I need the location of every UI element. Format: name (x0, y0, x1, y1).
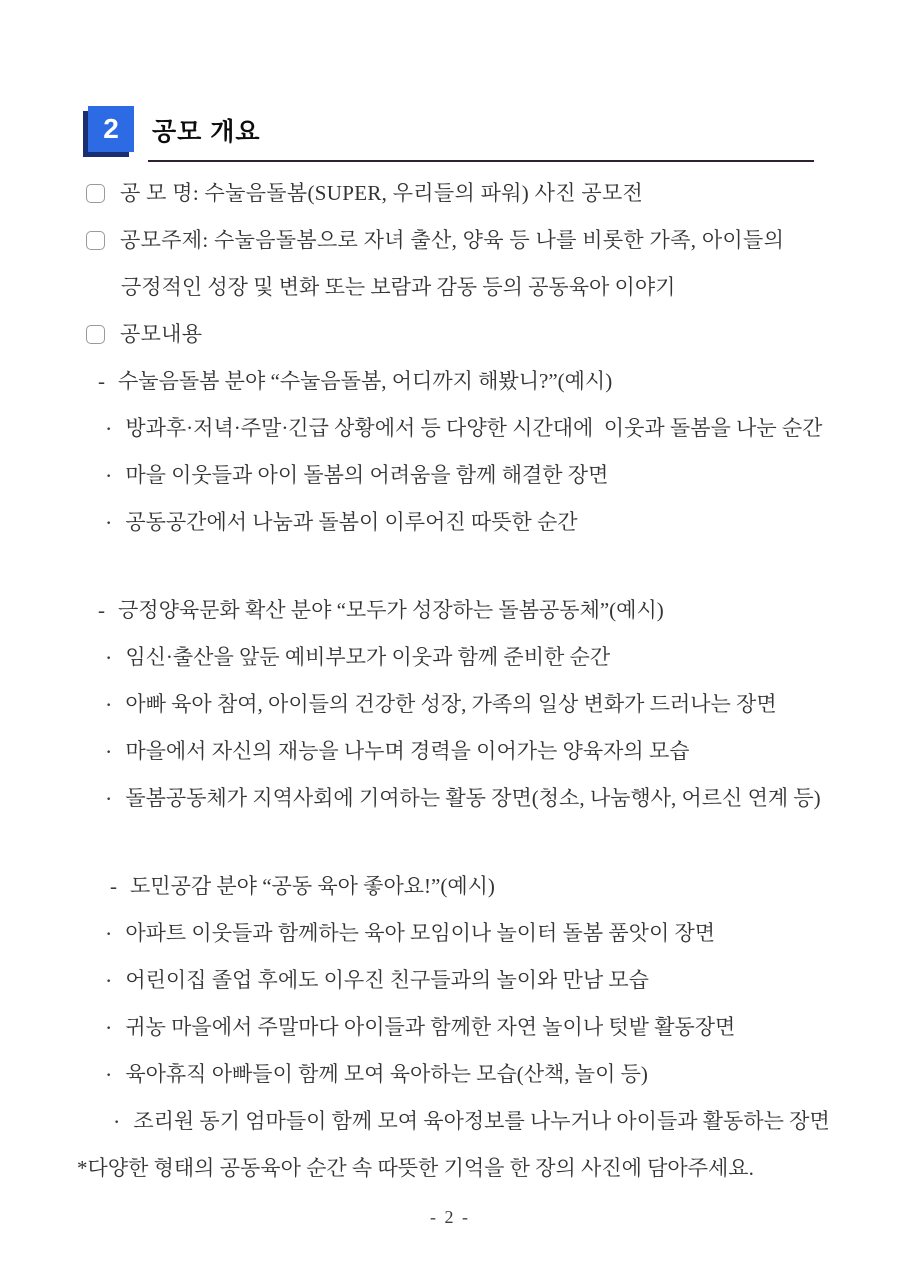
line-text: *다양한 형태의 공동육아 순간 속 따뜻한 기억을 한 장의 사진에 담아주세요. (77, 1156, 754, 1180)
content-line-bullet (84, 1004, 822, 1051)
bullet-marker: · (105, 509, 113, 535)
checkbox-icon (86, 231, 105, 250)
checkbox-icon (86, 184, 105, 203)
bullet-marker: · (105, 415, 113, 441)
line-text: 도민공감 분야 “공동 육아 좋아요!”(예시) (130, 874, 495, 898)
content-line-note (77, 1145, 822, 1192)
bullet-marker: · (105, 785, 113, 811)
content-line-checkbox (84, 217, 822, 264)
bullet-marker: · (113, 1108, 121, 1134)
bullet-marker: · (105, 920, 113, 946)
bullet-marker: · (105, 644, 113, 670)
page-number: - 2 - (430, 1207, 470, 1227)
bullet-marker: · (105, 738, 113, 764)
section-title: 공모 개요 (152, 118, 261, 146)
line-text: 마을에서 자신의 재능을 나누며 경력을 이어가는 양육자의 모습 (125, 739, 690, 763)
section-header (88, 106, 814, 164)
line-text: 어린이집 졸업 후에도 이우진 친구들과의 놀이와 만남 모습 (125, 968, 649, 992)
line-text: 아파트 이웃들과 함께하는 육아 모임이나 놀이터 돌봄 품앗이 장면 (125, 921, 716, 945)
dash-marker: - (110, 874, 117, 898)
content-line-bullet (84, 910, 822, 957)
line-text: 공 모 명: 수눌음돌봄(SUPER, 우리들의 파워) 사진 공모전 (120, 181, 644, 205)
content-line-bullet (84, 775, 822, 822)
line-text: 마을 이웃들과 아이 돌봄의 어려움을 함께 해결한 장면 (125, 463, 609, 487)
line-text: 육아휴직 아빠들이 함께 모여 육아하는 모습(산책, 놀이 등) (125, 1062, 648, 1086)
line-text: 긍정양육문화 확산 분야 “모두가 성장하는 돌봄공동체”(예시) (118, 598, 664, 622)
bullet-marker: · (105, 691, 113, 717)
bullet-marker: · (105, 967, 113, 993)
content-line-continuation (84, 264, 822, 311)
line-text: 긍정적인 성장 및 변화 또는 보람과 감동 등의 공동육아 이야기 (121, 275, 676, 299)
section-number-badge: 2 (88, 106, 134, 152)
content-line-dash2 (84, 863, 822, 910)
content-line-bullet (84, 499, 822, 546)
line-text: 임신·출산을 앞둔 예비부모가 이웃과 함께 준비한 순간 (125, 645, 611, 669)
checkbox-icon (86, 325, 105, 344)
content-line-bullet2 (84, 1098, 830, 1145)
bullet-marker: · (105, 1061, 113, 1087)
content-line-bullet (84, 681, 822, 728)
line-text: 공동공간에서 나눔과 돌봄이 이루어진 따뜻한 순간 (125, 510, 578, 534)
line-text: 귀농 마을에서 주말마다 아이들과 함께한 자연 놀이나 텃밭 활동장면 (125, 1015, 736, 1039)
content-line-bullet (84, 634, 822, 681)
content-line-bullet (84, 957, 822, 1004)
document-body (77, 170, 830, 1192)
content-line-bullet (84, 1051, 822, 1098)
line-text: 조리원 동기 엄마들이 함께 모여 육아정보를 나누거나 아이들과 활동하는 장면 (133, 1109, 830, 1133)
content-line-checkbox (84, 170, 822, 217)
dash-marker: - (98, 369, 105, 393)
bullet-marker: · (105, 462, 113, 488)
line-text: 수눌음돌봄 분야 “수눌음돌봄, 어디까지 해봤니?”(예시) (118, 369, 613, 393)
line-text: 돌봄공동체가 지역사회에 기여하는 활동 장면(청소, 나눔행사, 어르신 연계 등) (125, 786, 821, 810)
content-line-checkbox (84, 311, 822, 358)
content-line-bullet (84, 452, 822, 499)
content-line-bullet (84, 405, 822, 452)
title-underline (148, 160, 814, 162)
line-text: 공모내용 (120, 322, 203, 346)
line-text: 방과후·저녁·주말·긴급 상황에서 등 다양한 시간대에 이웃과 돌봄을 나눈 순간 (125, 416, 823, 440)
line-text: 공모주제: 수눌음돌봄으로 자녀 출산, 양육 등 나를 비롯한 가족, 아이들의 (120, 228, 785, 252)
content-line-dash (84, 358, 822, 405)
content-line-bullet (84, 728, 822, 775)
line-text: 아빠 육아 참여, 아이들의 건강한 성장, 가족의 일상 변화가 드러나는 장면 (125, 692, 777, 716)
content-line-dash (84, 587, 822, 634)
bullet-marker: · (105, 1014, 113, 1040)
dash-marker: - (98, 598, 105, 622)
